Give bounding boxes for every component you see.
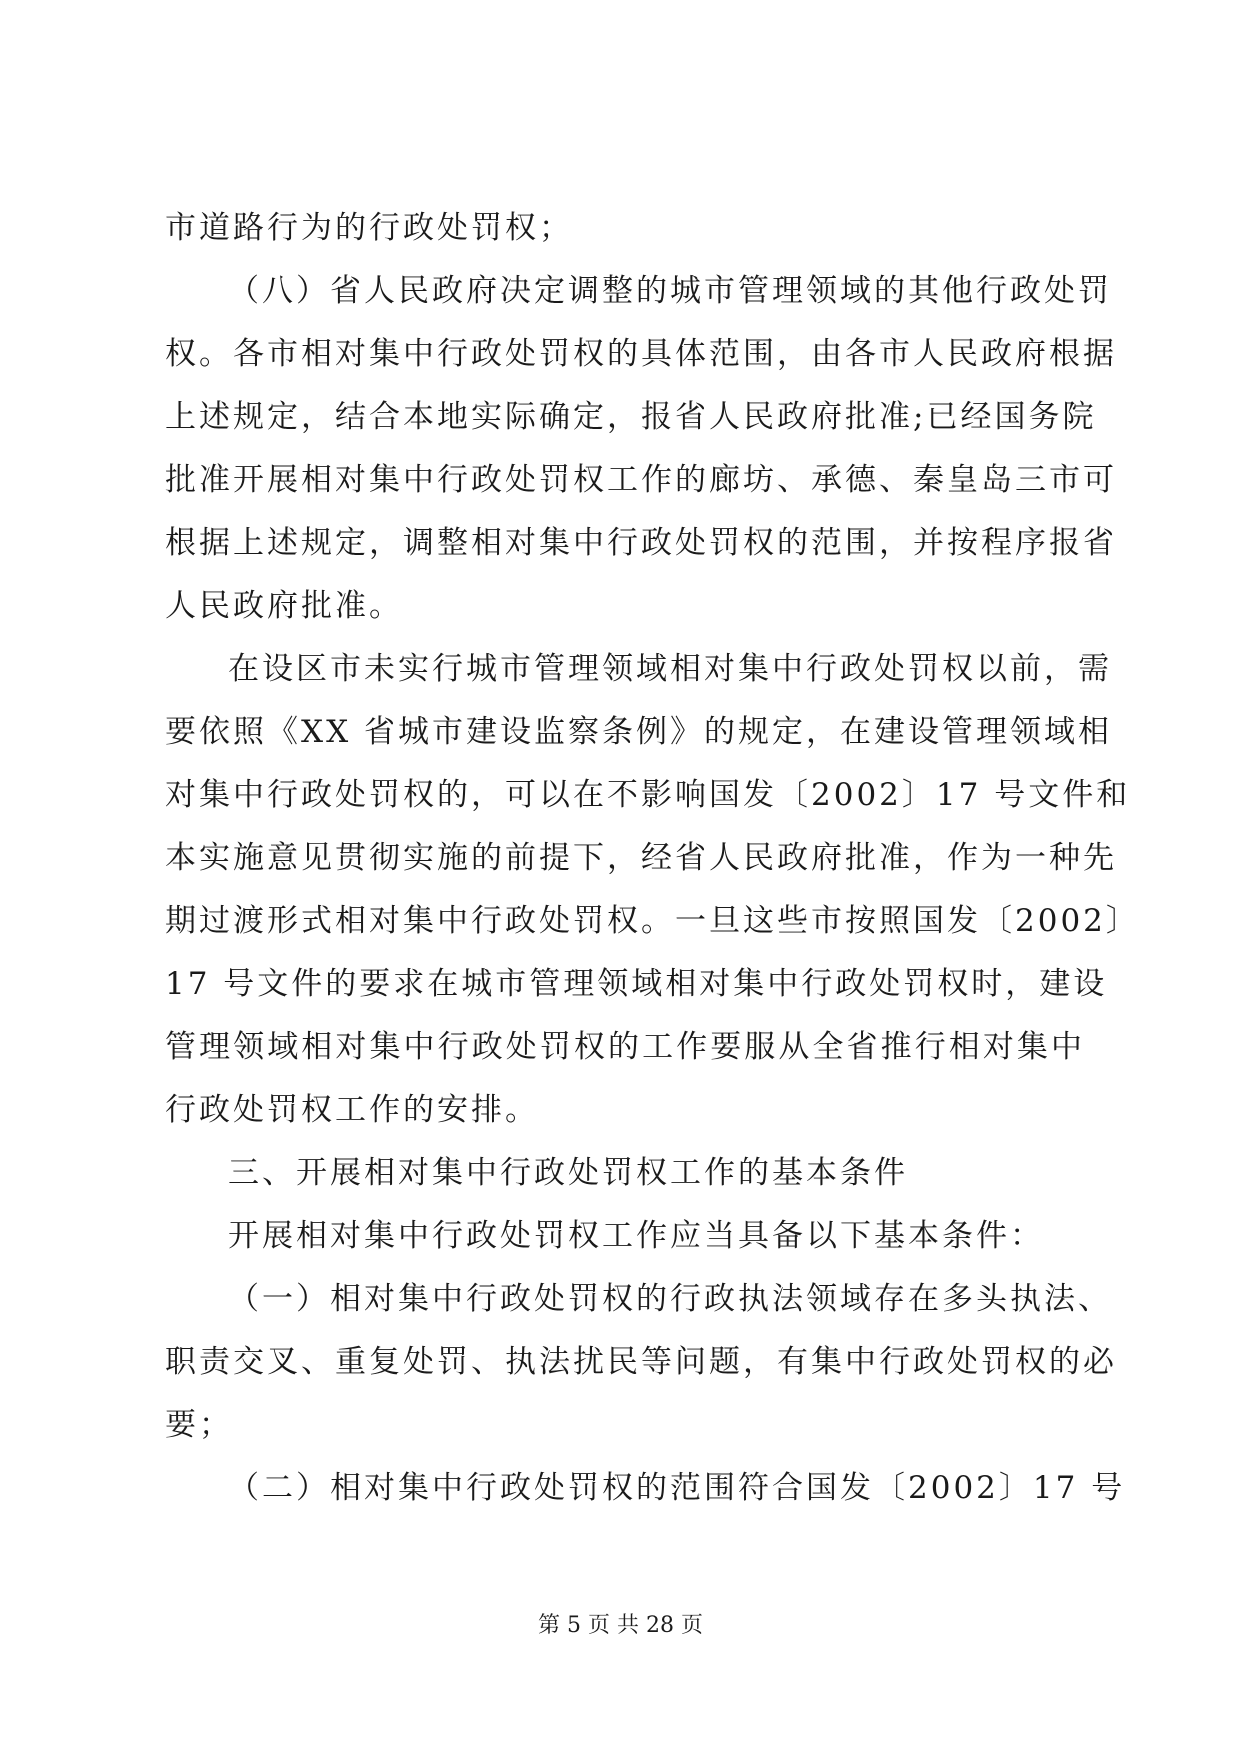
text-line: 根据上述规定，调整相对集中行政处罚权的范围，并按程序报省 [165, 525, 1117, 561]
text-line: 权。各市相对集中行政处罚权的具体范围，由各市人民政府根据 [165, 336, 1117, 372]
text-line: 市道路行为的行政处罚权； [165, 210, 573, 246]
text-line: 期过渡形式相对集中行政处罚权。一旦这些市按照国发〔2002〕 [165, 903, 1140, 939]
text-line: 行政处罚权工作的安排。 [165, 1092, 539, 1128]
text-line: 在设区市未实行城市管理领域相对集中行政处罚权以前，需 [228, 651, 1112, 687]
text-line: 职责交叉、重复处罚、执法扰民等问题，有集中行政处罚权的必 [165, 1344, 1117, 1380]
text-line: 对集中行政处罚权的，可以在不影响国发〔2002〕17 号文件和 [165, 777, 1131, 813]
text-line: 批准开展相对集中行政处罚权工作的廊坊、承德、秦皇岛三市可 [165, 462, 1117, 498]
text-line: （二）相对集中行政处罚权的范围符合国发〔2002〕17 号 [228, 1470, 1126, 1506]
text-line: 上述规定，结合本地实际确定，报省人民政府批准;已经国务院 [165, 399, 1097, 435]
text-line: 管理领域相对集中行政处罚权的工作要服从全省推行相对集中 [165, 1029, 1085, 1065]
section-heading: 三、开展相对集中行政处罚权工作的基本条件 [228, 1155, 908, 1191]
text-line: 本实施意见贯彻实施的前提下，经省人民政府批准，作为一种先 [165, 840, 1117, 876]
text-line: （一）相对集中行政处罚权的行政执法领域存在多头执法、 [228, 1281, 1112, 1317]
text-line: 17 号文件的要求在城市管理领域相对集中行政处罚权时，建设 [165, 966, 1108, 1002]
text-line: （八）省人民政府决定调整的城市管理领域的其他行政处罚 [228, 273, 1112, 309]
text-line: 要依照《XX 省城市建设监察条例》的规定，在建设管理领域相 [165, 714, 1112, 750]
text-line: 要； [165, 1407, 233, 1443]
text-line: 开展相对集中行政处罚权工作应当具备以下基本条件： [228, 1218, 1044, 1254]
text-line: 人民政府批准。 [165, 588, 403, 624]
page-number-footer: 第 5 页 共 28 页 [538, 1613, 703, 1638]
